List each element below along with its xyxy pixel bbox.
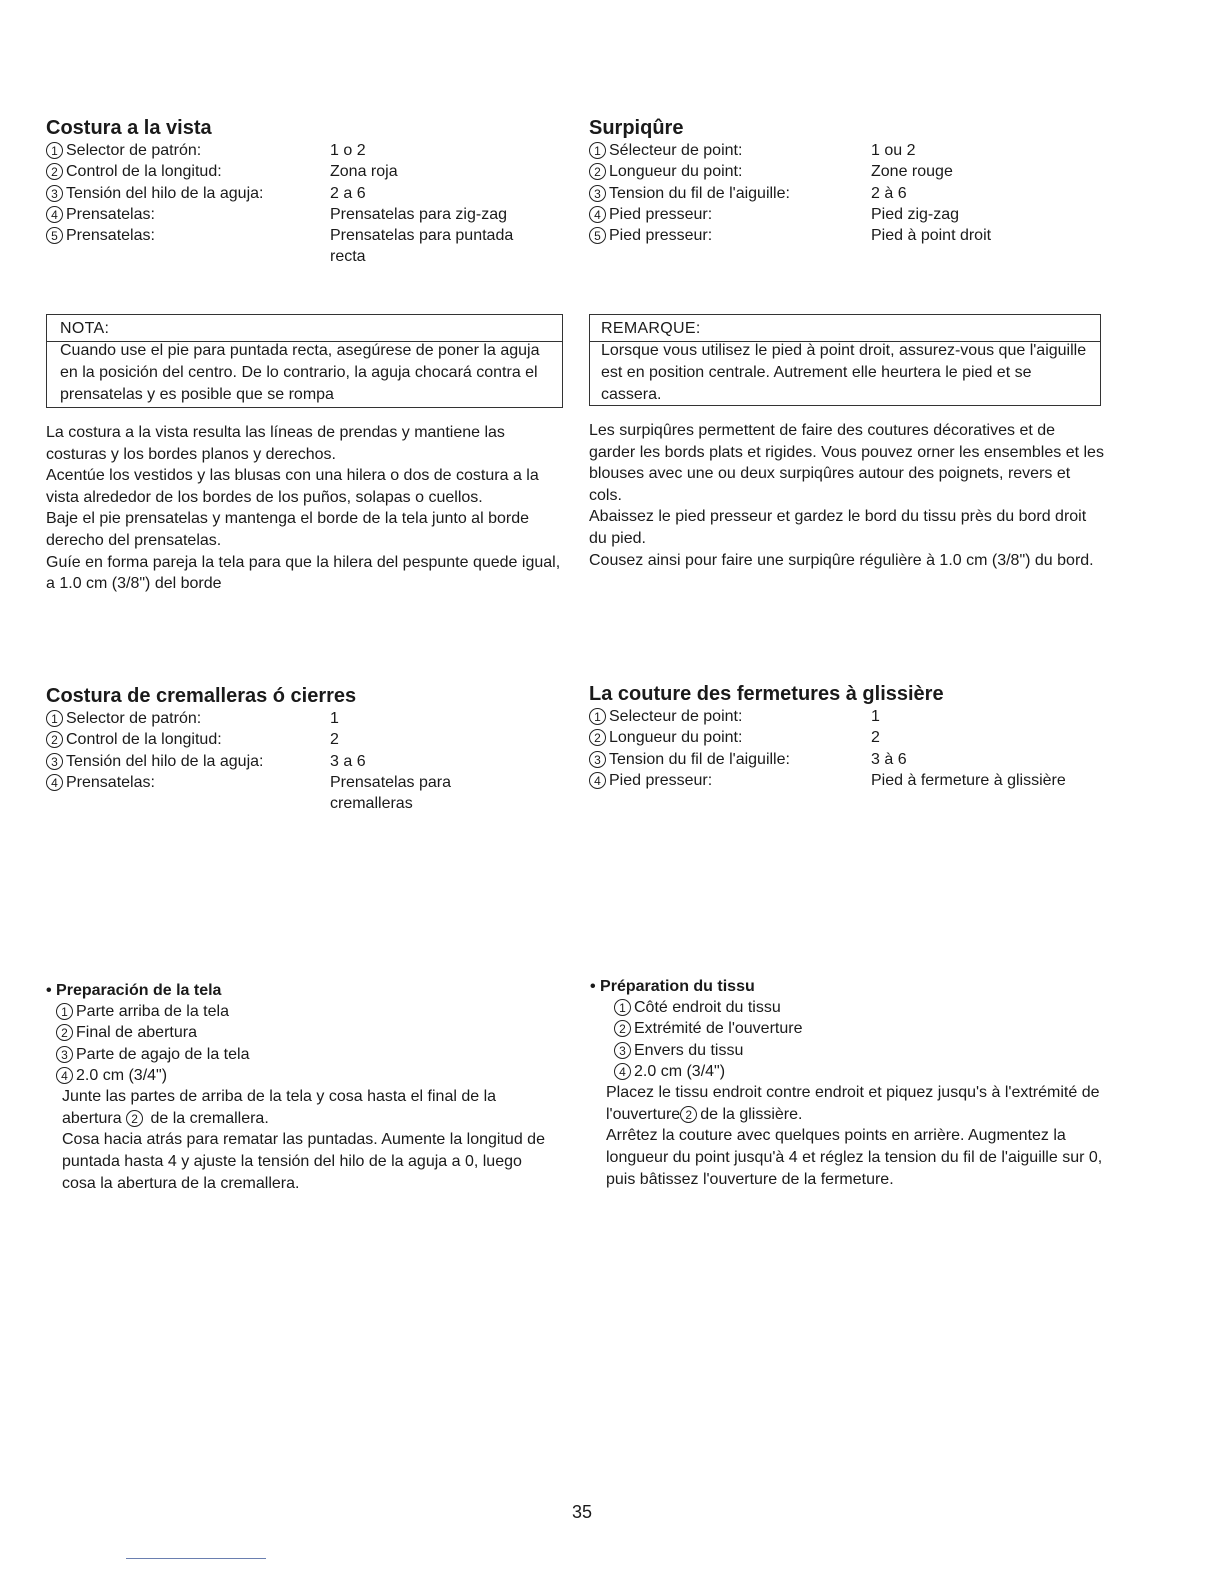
- setting-row: [46, 183, 576, 204]
- setting-value: Prensatelas para puntada recta: [330, 227, 514, 266]
- setting-row: [46, 204, 576, 225]
- setting-row: [46, 729, 576, 750]
- setting-label: Tensión del hilo de la aguja:: [66, 184, 264, 202]
- circled-number-icon: 1: [614, 999, 631, 1016]
- list-item: [56, 1044, 556, 1065]
- circled-number-icon: 4: [614, 1063, 631, 1080]
- note-text: Lorsque vous utilisez le pied à point droit, assurez-vous que l'aiguille est en position centrale. Autrement elle heurtera le pied et se cassera.: [601, 342, 1087, 403]
- prep-item-text: Final de abertura: [76, 1024, 197, 1042]
- list-item: [56, 1022, 556, 1043]
- settings-list: [589, 140, 1109, 246]
- setting-label: Tension du fil de l'aiguille:: [609, 750, 790, 768]
- setting-label: Control de la longitud:: [66, 731, 222, 749]
- setting-row: [589, 770, 1109, 791]
- setting-value: Zona roja: [330, 163, 398, 181]
- circled-number-icon: 5: [46, 227, 63, 244]
- setting-label: Pied presseur:: [609, 771, 713, 789]
- paragraph: Cousez ainsi pour faire une surpiqûre régulière à 1.0 cm (3/8") du bord.: [589, 551, 1094, 569]
- circled-number-icon: 3: [614, 1042, 631, 1059]
- settings-list: [589, 706, 1109, 791]
- section-title: Surpiqûre: [589, 117, 684, 139]
- setting-row: [589, 727, 1109, 748]
- prep-item-text: Envers du tissu: [634, 1041, 744, 1059]
- section-es-topstitch: [46, 116, 576, 268]
- note-title: NOTA:: [60, 320, 110, 337]
- paragraph: Guíe en forma pareja la tela para que la hilera del pespunte quede igual, a 1.0 cm (3/8") del borde: [46, 553, 561, 593]
- list-item: [614, 1018, 1106, 1039]
- circled-number-icon: 2: [589, 729, 606, 746]
- setting-label: Tension du fil de l'aiguille:: [609, 184, 790, 202]
- section-fr-zipper: [589, 682, 1109, 791]
- prep-item-text: Parte arriba de la tela: [76, 1003, 229, 1020]
- circled-number-icon: 2: [46, 731, 63, 748]
- section-es-fabric-prep: [46, 980, 556, 1194]
- setting-row: [589, 204, 1109, 225]
- setting-label: Selecteur de point:: [609, 708, 743, 725]
- paragraph-text: de la cremallera.: [146, 1109, 269, 1127]
- setting-label: Tensión del hilo de la aguja:: [66, 752, 264, 770]
- setting-label: Prensatelas:: [66, 773, 155, 791]
- prep-title: • Preparación de la tela: [46, 982, 222, 999]
- circled-number-icon: 2: [56, 1024, 73, 1041]
- paragraph: Arrêtez la couture avec quelques points en arrière. Augmentez la longueur du point jusqu'à 4 et réglez la tension du fil de l'aiguille sur 0, puis bâtissez l'ouverture de la fermeture.: [606, 1127, 1103, 1188]
- circled-number-icon: 3: [56, 1046, 73, 1063]
- section-fr-fabric-prep: [590, 976, 1106, 1190]
- list-item: [614, 997, 1106, 1018]
- setting-label: Longueur du point:: [609, 729, 743, 747]
- prep-item-text: Parte de agajo de la tela: [76, 1045, 250, 1063]
- paragraph: Les surpiqûres permettent de faire des coutures décoratives et de garder les bords plats et rigides. Vous pouvez orner les ensembles et les blouses avec une ou deux surpiqûres autour des poignets, revers et cols.: [589, 422, 1104, 504]
- setting-row: [46, 708, 576, 729]
- circled-number-icon: 1: [56, 1003, 73, 1020]
- note-title: REMARQUE:: [601, 320, 701, 337]
- section-title: Costura a la vista: [46, 117, 212, 139]
- paragraph-text: Placez le tissu endroit contre endroit et piquez jusqu's à l'extrémité de l'ouverture: [606, 1084, 1100, 1123]
- setting-label: Sélecteur de point:: [609, 142, 743, 159]
- paragraph: Acentúe los vestidos y las blusas con una hilera o dos de costura a la vista alrededor de los bordes de los puños, solapas o cuellos.: [46, 467, 539, 506]
- setting-label: Longueur du point:: [609, 163, 743, 181]
- note-box-fr: [589, 314, 1101, 406]
- note-divider: [590, 341, 1100, 342]
- setting-value: 3 à 6: [871, 750, 907, 768]
- circled-number-icon: 1: [589, 708, 606, 725]
- circled-number-icon: 5: [589, 227, 606, 244]
- circled-number-icon: 1: [46, 710, 63, 727]
- settings-list: [46, 708, 576, 814]
- setting-row: [589, 161, 1109, 182]
- circled-number-icon: 4: [589, 772, 606, 789]
- setting-value: Prensatelas para zig-zag: [330, 205, 507, 223]
- section-fr-topstitch: [589, 116, 1109, 246]
- circled-number-icon: 3: [589, 751, 606, 768]
- circled-number-icon: 4: [56, 1067, 73, 1084]
- prep-list: [46, 1001, 556, 1086]
- section-title: Costura de cremalleras ó cierres: [46, 685, 357, 707]
- circled-number-icon: 4: [46, 774, 63, 791]
- circled-number-icon: 2: [680, 1106, 697, 1123]
- paragraph: [62, 1086, 556, 1129]
- circled-number-icon: 2: [126, 1110, 143, 1127]
- setting-label: Selector de patrón:: [66, 142, 202, 159]
- setting-row: [46, 225, 576, 268]
- setting-row: [46, 772, 576, 815]
- section-title: La couture des fermetures à glissière: [589, 683, 944, 705]
- page-number: 35: [571, 1502, 593, 1522]
- setting-row: [46, 140, 576, 161]
- prep-title: • Préparation du tissu: [590, 978, 755, 995]
- settings-list: [46, 140, 576, 268]
- prep-item-text: Côté endroit du tissu: [634, 999, 781, 1016]
- note-text: Cuando use el pie para puntada recta, asegúrese de poner la aguja en la posición del centro. De lo contrario, la aguja chocará contra el prensatelas y es posible que se rompa: [60, 342, 540, 403]
- setting-value: Pied zig-zag: [871, 205, 960, 223]
- section-es-zipper: [46, 684, 576, 814]
- setting-value: 1 o 2: [330, 142, 366, 159]
- circled-number-icon: 1: [46, 142, 63, 159]
- paragraph-text: Junte las partes de arriba de la tela y cosa hasta el final de la abertura: [62, 1088, 497, 1127]
- note-box-es: [46, 314, 563, 408]
- setting-row: [589, 225, 1109, 246]
- body-fr-topstitch: [589, 420, 1105, 571]
- setting-value: 2: [871, 729, 880, 747]
- setting-row: [589, 140, 1109, 161]
- list-item: [614, 1040, 1106, 1061]
- setting-value: 1: [871, 708, 880, 725]
- prep-item-text: 2.0 cm (3/4"): [76, 1066, 168, 1084]
- prep-list: [590, 997, 1106, 1082]
- paragraph: [606, 1082, 1106, 1125]
- circled-number-icon: 3: [589, 185, 606, 202]
- setting-value: Zone rouge: [871, 163, 953, 181]
- circled-number-icon: 1: [589, 142, 606, 159]
- setting-row: [589, 749, 1109, 770]
- circled-number-icon: 3: [46, 753, 63, 770]
- setting-value: Pied à fermeture à glissière: [871, 771, 1066, 789]
- setting-value: 2: [330, 731, 339, 749]
- setting-label: Pied presseur:: [609, 205, 713, 223]
- setting-value: 3 a 6: [330, 752, 366, 770]
- setting-value: 1 ou 2: [871, 142, 916, 159]
- prep-body: [46, 1086, 556, 1194]
- setting-value: Pied à point droit: [871, 227, 992, 245]
- paragraph: La costura a la vista resulta las líneas de prendas y mantiene las costuras y los bordes planos y derechos.: [46, 424, 505, 463]
- paragraph: Baje el pie prensatelas y mantenga el borde de la tela junto al borde derecho del prensatelas.: [46, 510, 529, 549]
- prep-item-text: Extrémité de l'ouverture: [634, 1020, 803, 1038]
- setting-row: [46, 161, 576, 182]
- circled-number-icon: 3: [46, 185, 63, 202]
- setting-row: [589, 183, 1109, 204]
- setting-row: [589, 706, 1109, 727]
- paragraph-text: de la glissière.: [700, 1105, 803, 1123]
- setting-label: Prensatelas:: [66, 227, 155, 245]
- list-item: [614, 1061, 1106, 1082]
- paragraph: Abaissez le pied presseur et gardez le bord du tissu près du bord droit du pied.: [589, 508, 1087, 547]
- note-divider: [47, 341, 562, 342]
- setting-label: Pied presseur:: [609, 227, 713, 245]
- footer-divider: [126, 1558, 266, 1559]
- paragraph: Cosa hacia atrás para rematar las puntadas. Aumente la longitud de puntada hasta 4 y ajuste la tensión del hilo de la aguja a 0, luego cosa la abertura de la cremallera.: [62, 1131, 545, 1192]
- circled-number-icon: 2: [589, 163, 606, 180]
- list-item: [56, 1065, 556, 1086]
- setting-value: 2 a 6: [330, 184, 366, 202]
- prep-item-text: 2.0 cm (3/4"): [634, 1062, 726, 1080]
- setting-label: Selector de patrón:: [66, 710, 202, 727]
- circled-number-icon: 2: [614, 1020, 631, 1037]
- prep-body: [590, 1082, 1106, 1190]
- circled-number-icon: 2: [46, 163, 63, 180]
- circled-number-icon: 4: [589, 206, 606, 223]
- list-item: [56, 1001, 556, 1022]
- circled-number-icon: 4: [46, 206, 63, 223]
- setting-label: Control de la longitud:: [66, 163, 222, 181]
- setting-label: Prensatelas:: [66, 205, 155, 223]
- setting-value: 2 à 6: [871, 184, 907, 202]
- setting-row: [46, 751, 576, 772]
- setting-value: 1: [330, 710, 339, 727]
- setting-value: Prensatelas para cremalleras: [330, 773, 451, 813]
- body-es-topstitch: [46, 422, 564, 595]
